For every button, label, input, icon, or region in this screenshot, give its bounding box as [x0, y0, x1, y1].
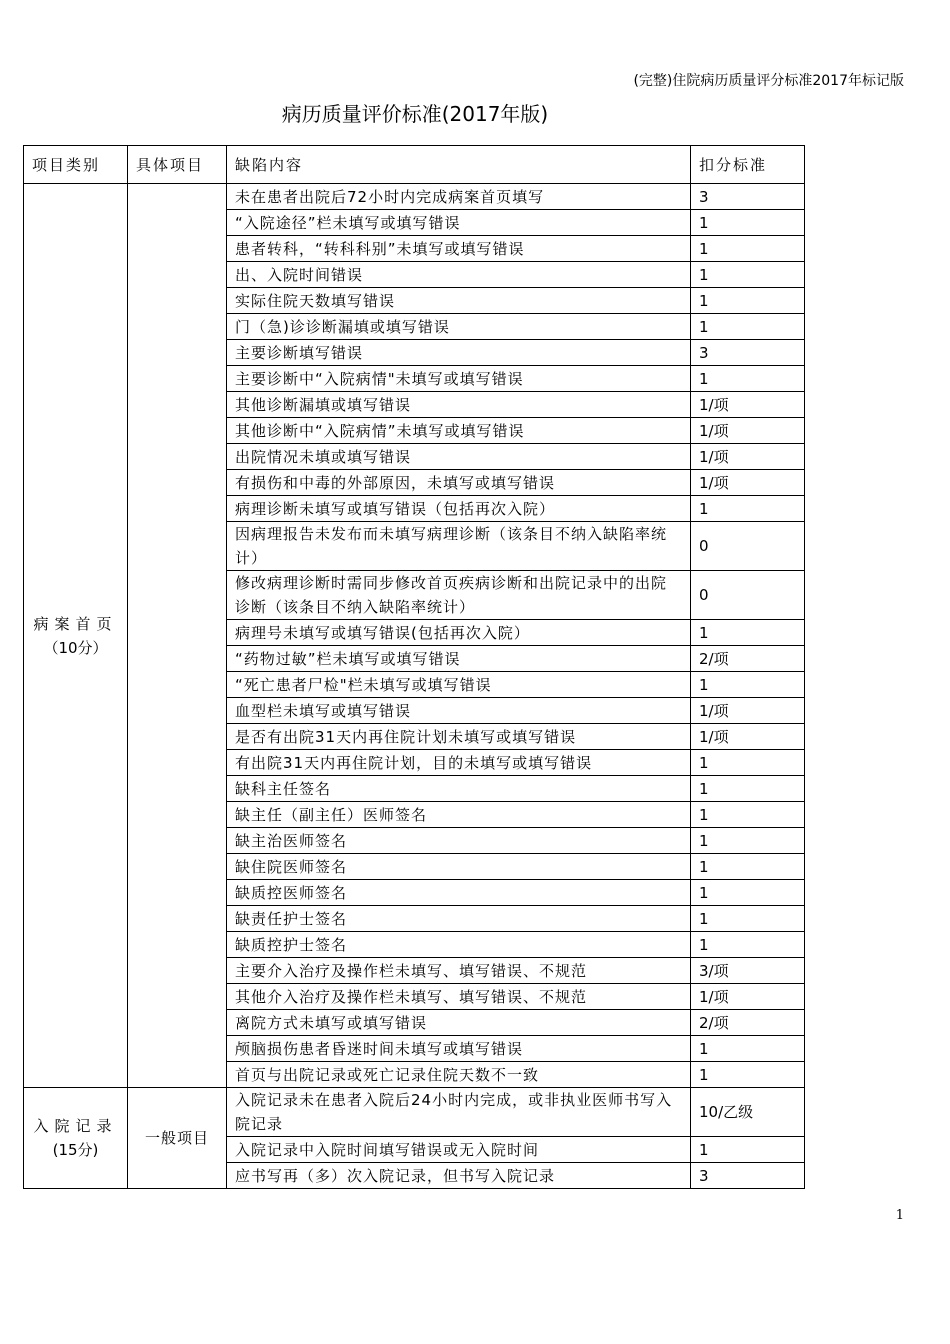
- defect-cell: 门（急)诊诊断漏填或填写错误: [227, 314, 691, 340]
- score-cell: 0: [691, 571, 805, 620]
- score-cell: 1: [691, 314, 805, 340]
- defect-cell: 出院情况未填或填写错误: [227, 444, 691, 470]
- running-header: (完整)住院病历质量评分标准2017年标记版: [633, 73, 904, 89]
- score-cell: 1: [691, 288, 805, 314]
- defect-cell: 其他诊断漏填或填写错误: [227, 392, 691, 418]
- score-cell: 1: [691, 776, 805, 802]
- defect-cell: 缺质控医师签名: [227, 880, 691, 906]
- defect-cell: 实际住院天数填写错误: [227, 288, 691, 314]
- score-cell: 3/项: [691, 958, 805, 984]
- score-cell: 3: [691, 1163, 805, 1189]
- document-title: 病历质量评价标准(2017年版): [281, 102, 549, 126]
- defect-cell: 缺主任（副主任）医师签名: [227, 802, 691, 828]
- defect-cell: “药物过敏”栏未填写或填写错误: [227, 646, 691, 672]
- defect-cell: 颅脑损伤患者昏迷时间未填写或填写错误: [227, 1036, 691, 1062]
- column-header: 扣分标准: [691, 146, 805, 184]
- evaluation-table: [23, 145, 805, 1189]
- defect-cell: 主要诊断中“入院病情"未填写或填写错误: [227, 366, 691, 392]
- defect-cell: 出、入院时间错误: [227, 262, 691, 288]
- defect-cell: 首页与出院记录或死亡记录住院天数不一致: [227, 1062, 691, 1088]
- defect-cell: 是否有出院31天内再住院计划未填写或填写错误: [227, 724, 691, 750]
- score-cell: 1: [691, 1137, 805, 1163]
- defect-cell: 其他诊断中“入院病情”未填写或填写错误: [227, 418, 691, 444]
- table-row: [24, 1088, 805, 1137]
- score-cell: 1/项: [691, 392, 805, 418]
- score-cell: 1: [691, 496, 805, 522]
- score-cell: 1: [691, 854, 805, 880]
- defect-cell: 应书写再（多）次入院记录，但书写入院记录: [227, 1163, 691, 1189]
- score-cell: 10/乙级: [691, 1088, 805, 1137]
- defect-cell: 患者转科，“转科科别”未填写或填写错误: [227, 236, 691, 262]
- score-cell: 0: [691, 522, 805, 571]
- defect-cell: 主要介入治疗及操作栏未填写、填写错误、不规范: [227, 958, 691, 984]
- score-cell: 1/项: [691, 418, 805, 444]
- column-header: 具体项目: [128, 146, 227, 184]
- table-row: [24, 184, 805, 210]
- score-cell: 1: [691, 880, 805, 906]
- score-cell: 1: [691, 802, 805, 828]
- score-cell: 1: [691, 262, 805, 288]
- score-cell: 1: [691, 210, 805, 236]
- defect-cell: 有损伤和中毒的外部原因，未填写或填写错误: [227, 470, 691, 496]
- score-cell: 1: [691, 828, 805, 854]
- category-points: （10分）: [43, 638, 108, 657]
- score-cell: 1/项: [691, 470, 805, 496]
- defect-cell: 修改病理诊断时需同步修改首页疾病诊断和出院记录中的出院诊断（该条目不纳入缺陷率统计）: [227, 571, 691, 620]
- score-cell: 1: [691, 750, 805, 776]
- defect-cell: 因病理报告未发布而未填写病理诊断（该条目不纳入缺陷率统计）: [227, 522, 691, 571]
- table-header-row: [24, 146, 805, 184]
- category-cell: [24, 184, 128, 1088]
- score-cell: 1: [691, 620, 805, 646]
- score-cell: 2/项: [691, 1010, 805, 1036]
- defect-cell: 病理号未填写或填写错误(包括再次入院）: [227, 620, 691, 646]
- defect-cell: 血型栏未填写或填写错误: [227, 698, 691, 724]
- category-points: (15分): [52, 1141, 99, 1159]
- defect-cell: 缺主治医师签名: [227, 828, 691, 854]
- defect-cell: 入院记录未在患者入院后24小时内完成，或非执业医师书写入院记录: [227, 1088, 691, 1137]
- defect-cell: 有出院31天内再住院计划，目的未填写或填写错误: [227, 750, 691, 776]
- category-cell: [24, 1088, 128, 1189]
- defect-cell: 其他介入治疗及操作栏未填写、填写错误、不规范: [227, 984, 691, 1010]
- column-header: 项目类别: [24, 146, 128, 184]
- category-name: 入院记录: [33, 1117, 118, 1135]
- score-cell: 1/项: [691, 444, 805, 470]
- score-cell: 1/项: [691, 984, 805, 1010]
- page-number: 1: [895, 1208, 904, 1223]
- score-cell: 3: [691, 340, 805, 366]
- defect-cell: 入院记录中入院时间填写错误或无入院时间: [227, 1137, 691, 1163]
- column-header: 缺陷内容: [227, 146, 691, 184]
- defect-cell: “死亡患者尸检"栏未填写或填写错误: [227, 672, 691, 698]
- defect-cell: “入院途径”栏未填写或填写错误: [227, 210, 691, 236]
- defect-cell: 缺质控护士签名: [227, 932, 691, 958]
- score-cell: 1: [691, 236, 805, 262]
- sub-item-cell: 一般项目: [128, 1088, 227, 1189]
- defect-cell: 病理诊断未填写或填写错误（包括再次入院）: [227, 496, 691, 522]
- score-cell: 3: [691, 184, 805, 210]
- defect-cell: 缺责任护士签名: [227, 906, 691, 932]
- sub-item-cell: [128, 184, 227, 1088]
- category-name: 病案首页: [33, 614, 118, 633]
- defect-cell: 离院方式未填写或填写错误: [227, 1010, 691, 1036]
- score-cell: 1: [691, 366, 805, 392]
- score-cell: 1: [691, 672, 805, 698]
- score-cell: 1: [691, 932, 805, 958]
- score-cell: 1: [691, 1036, 805, 1062]
- score-cell: 1/项: [691, 724, 805, 750]
- score-cell: 1/项: [691, 698, 805, 724]
- score-cell: 1: [691, 906, 805, 932]
- defect-cell: 主要诊断填写错误: [227, 340, 691, 366]
- score-cell: 1: [691, 1062, 805, 1088]
- defect-cell: 缺住院医师签名: [227, 854, 691, 880]
- score-cell: 2/项: [691, 646, 805, 672]
- defect-cell: 未在患者出院后72小时内完成病案首页填写: [227, 184, 691, 210]
- defect-cell: 缺科主任签名: [227, 776, 691, 802]
